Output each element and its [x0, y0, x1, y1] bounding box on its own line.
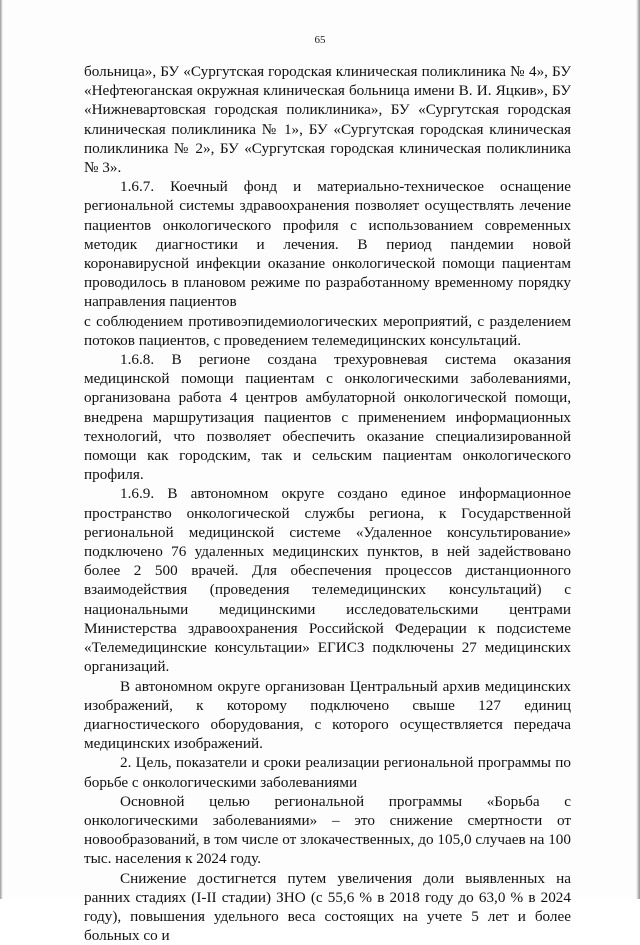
- paragraph-archive: В автономном округе организован Центральный архив медицинских изображений, к которому подключено свыше 127 единиц диагностического оборудования, с которого осуществляется передача медицинских изображений.: [84, 677, 571, 753]
- page-edge-right: [636, 0, 640, 899]
- page-number: 65: [314, 34, 326, 46]
- paragraph-1-6-7: 1.6.7. Коечный фонд и материально-техническое оснащение региональной системы здравоохранения позволяет осуществлять лечение пациентов онкологического профиля с использованием современных методик диагностики и лечения. В период пандемии новой коронавирусной инфекции оказание онкологической помощи пациентам проводилось в плановом режиме по разработанному временному порядку направления пациентов: [84, 178, 571, 311]
- section-heading-2: 2. Цель, показатели и сроки реализации региональной программы по борьбе с онкологическими заболеваниями: [84, 754, 571, 791]
- document-body: [84, 62, 571, 945]
- page-edge-left: [0, 0, 3, 899]
- paragraph-1-6-9: 1.6.9. В автономном округе создано единое информационное пространство онкологической службы региона, к Государственной региональной медицинской системе «Удаленное консультирование» подключено 76 удаленных медицинских пунктов, в ней задействовано более 2 500 врачей. Для обеспечения процессов дистанционного взаимодействия (проведения телемедицинских консультаций) с национальными медицинскими исследовательскими центрами Министерства здравоохранения Российской Федерации к подсистеме «Телемедицинские консультации» ЕГИСЗ подключены 27 медицинских организаций.: [84, 485, 571, 676]
- paragraph-continuation: больница», БУ «Сургутская городская клиническая поликлиника № 4», БУ «Нефтеюганская окружная клиническая больница имени В. И. Яцкив», БУ «Нижневартовская городская поликлиника», БУ «Сургутская городская клиническая поликлиника № 1», БУ «Сургутская городская клиническая поликлиника № 2», БУ «Сургутская городская клиническая поликлиника № 3».: [84, 63, 571, 177]
- paragraph-1-6-8: 1.6.8. В регионе создана трехуровневая система оказания медицинской помощи пациентам с онкологическими заболеваниями, организована работа 4 центров амбулаторной онкологической помощи, внедрена маршрутизация пациентов с применением информационных технологий, что позволяет обеспечить оказание специализированной помощи как городским, так и сельским пациентам онкологического профиля.: [84, 351, 571, 484]
- paragraph-1-6-7-continuation: с соблюдением противоэпидемиологических мероприятий, с разделением потоков пациентов, с проведением телемедицинских консультаций.: [84, 312, 571, 349]
- paragraph-reduction: Снижение достигнется путем увеличения доли выявленных на ранних стадиях (I-II стадии) ЗНО (с 55,6 % в 2018 году до 63,0 % в 2024 году), повышения удельного веса состоящих на учете 5 лет и более больных со и: [84, 869, 571, 945]
- paragraph-main-goal: Основной целью региональной программы «Борьба с онкологическими заболеваниями» – это снижение смертности от новообразований, в том числе от злокачественных, до 105,0 случаев на 100 тыс. населения к 2024 году.: [84, 792, 571, 868]
